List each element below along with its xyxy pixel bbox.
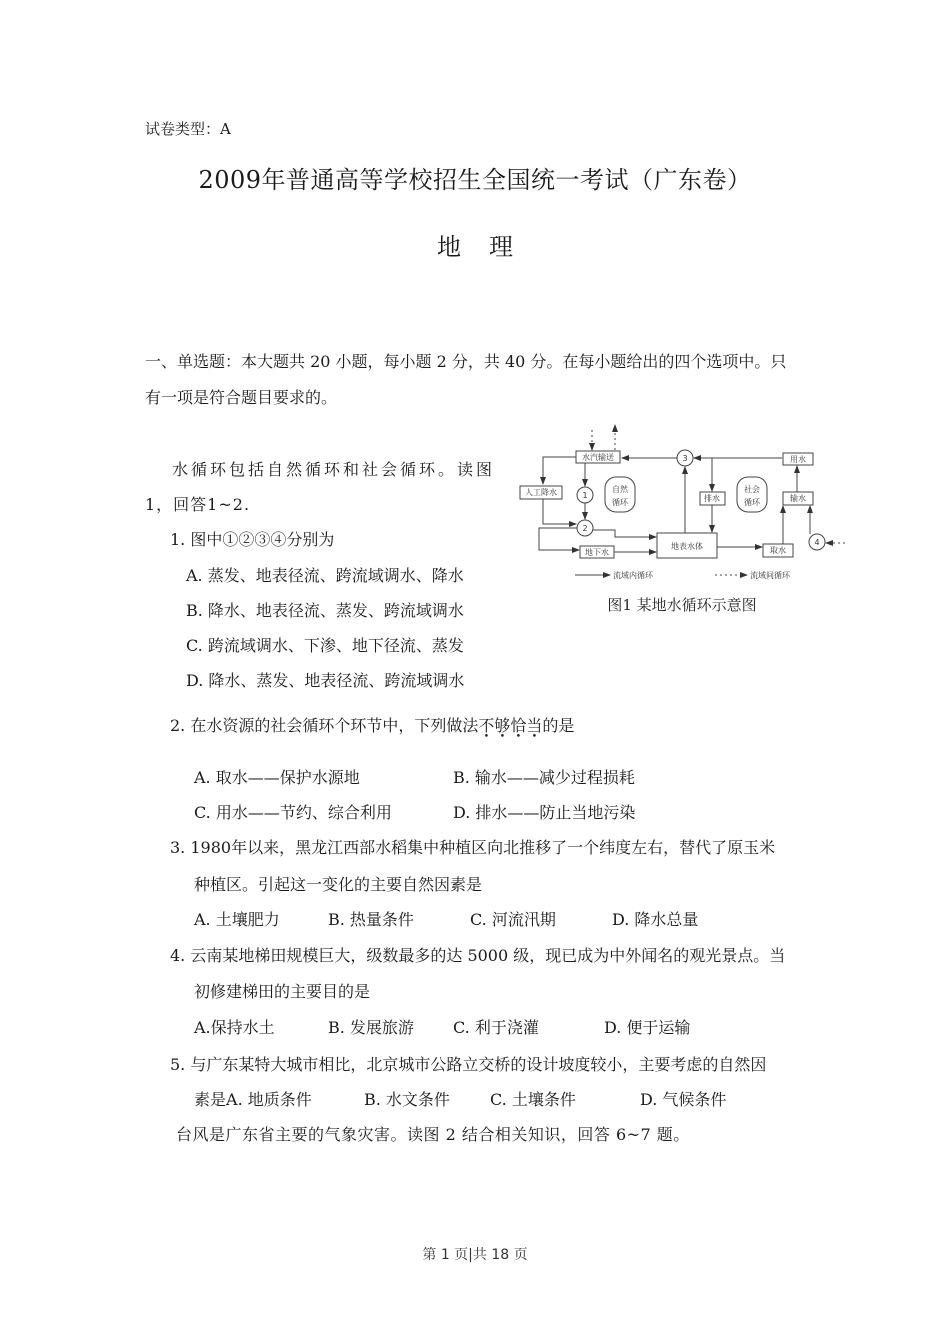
intro-text-line2: 1，回答1~2. bbox=[145, 495, 251, 514]
node-groundwater: 地下水 bbox=[585, 548, 609, 557]
question-2-option-c: C. 用水——节约、综合利用 bbox=[194, 803, 392, 822]
question-3-option-d: D. 降水总量 bbox=[612, 910, 699, 929]
page-footer: 第 1 页|共 18 页 bbox=[422, 1247, 528, 1263]
question-5-option-b: B. 水文条件 bbox=[364, 1090, 450, 1109]
question-3-option-c: C. 河流汛期 bbox=[470, 910, 556, 929]
node-artificial-rain: 人工降水 bbox=[525, 488, 557, 497]
circle-4: 4 bbox=[814, 538, 820, 547]
question-1-option-c: C. 跨流域调水、下渗、地下径流、蒸发 bbox=[186, 636, 464, 655]
question-5-stem-prefix: 素是 bbox=[194, 1090, 227, 1109]
subject-title: 地理 bbox=[437, 233, 541, 261]
question-5-option-d: D. 气候条件 bbox=[640, 1090, 727, 1109]
question-2-option-a: A. 取水——保护水源地 bbox=[194, 768, 360, 787]
node-water-use: 用水 bbox=[790, 455, 806, 464]
circle-1: 1 bbox=[582, 491, 588, 500]
question-4-stem-line1: 4. 云南某地梯田规模巨大，级数最多的达 5000 级，现已成为中外闻名的观光景点。当 bbox=[170, 946, 786, 965]
emphasis-char: 当 bbox=[526, 716, 543, 735]
figure-1-caption: 图1 某地水循环示意图 bbox=[607, 596, 757, 614]
circle-3: 3 bbox=[682, 454, 688, 463]
exam-title: 2009年普通高等学校招生全国统一考试（广东卷） bbox=[198, 166, 752, 194]
question-4-option-d: D. 便于运输 bbox=[604, 1018, 691, 1037]
question-1-option-b: B. 降水、地表径流、蒸发、跨流域调水 bbox=[186, 601, 464, 620]
section-instructions-line1: 一、单选题：本大题共 20 小题，每小题 2 分，共 40 分。在每小题给出的四个选项中。只 bbox=[145, 352, 787, 371]
question-4-option-a: A.保持水土 bbox=[194, 1018, 275, 1037]
figure-1-water-cycle-diagram bbox=[515, 420, 850, 620]
question-1-stem: 1. 图中①②③④分别为 bbox=[170, 530, 335, 549]
node-social-cycle: 社会 bbox=[744, 485, 760, 494]
question-1-option-d: D. 降水、蒸发、地表径流、跨流域调水 bbox=[186, 671, 465, 690]
question-3-stem-line1: 3. 1980年以来，黑龙江西部水稻集中种植区向北推移了一个纬度左右，替代了原玉米 bbox=[170, 838, 776, 857]
question-5-option-a: A. 地质条件 bbox=[226, 1090, 312, 1109]
node-social-cycle-2: 循环 bbox=[744, 498, 760, 507]
emphasis-char: 恰 bbox=[510, 716, 527, 735]
intro-typhoon: 台风是广东省主要的气象灾害。读图 2 结合相关知识，回答 6~7 题。 bbox=[176, 1125, 690, 1144]
legend-solid: 流域内循环 bbox=[613, 571, 653, 580]
question-1-option-a: A. 蒸发、地表径流、跨流域调水、降水 bbox=[186, 566, 464, 585]
question-2-stem-text: 2. 在水资源的社会循环个环节中，下列做法 bbox=[170, 716, 479, 735]
question-2-option-d: D. 排水——防止当地污染 bbox=[453, 803, 636, 822]
node-natural-cycle: 自然 bbox=[612, 485, 628, 494]
question-5-option-c: C. 土壤条件 bbox=[490, 1090, 576, 1109]
question-2-stem-end: 的是 bbox=[542, 716, 575, 735]
node-water-delivery: 输水 bbox=[790, 494, 806, 503]
emphasis-char: 够 bbox=[494, 716, 511, 735]
question-5-stem-line2 bbox=[194, 1087, 312, 1110]
question-3-option-a: A. 土壤肥力 bbox=[194, 910, 280, 929]
legend-dashed: 流域间循环 bbox=[750, 571, 790, 580]
question-5-stem-line1: 5. 与广东某特大城市相比，北京城市公路立交桥的设计坡度较小，主要考虑的自然因 bbox=[170, 1055, 767, 1074]
node-vapor-transport: 水汽输送 bbox=[582, 453, 614, 462]
circle-2: 2 bbox=[582, 524, 588, 533]
question-3-option-b: B. 热量条件 bbox=[328, 910, 414, 929]
section-instructions-line2: 有一项是符合题目要求的。 bbox=[145, 388, 338, 407]
node-surface-water: 地表水体 bbox=[671, 542, 703, 551]
question-3-stem-line2: 种植区。引起这一变化的主要自然因素是 bbox=[194, 875, 483, 894]
node-water-intake: 取水 bbox=[770, 546, 786, 555]
question-2-stem bbox=[170, 713, 574, 736]
question-4-option-b: B. 发展旅游 bbox=[328, 1018, 414, 1037]
question-2-option-b: B. 输水——减少过程损耗 bbox=[453, 768, 635, 787]
paper-type: 试卷类型：A bbox=[145, 120, 231, 138]
intro-text-line1: 水循环包括自然循环和社会循环。读图 bbox=[172, 460, 496, 479]
question-4-option-c: C. 利于浇灌 bbox=[453, 1018, 539, 1037]
emphasis-char: 不 bbox=[478, 716, 495, 735]
question-4-stem-line2: 初修建梯田的主要目的是 bbox=[194, 982, 371, 1001]
node-natural-cycle-2: 循环 bbox=[612, 498, 628, 507]
node-drainage: 排水 bbox=[704, 494, 720, 503]
